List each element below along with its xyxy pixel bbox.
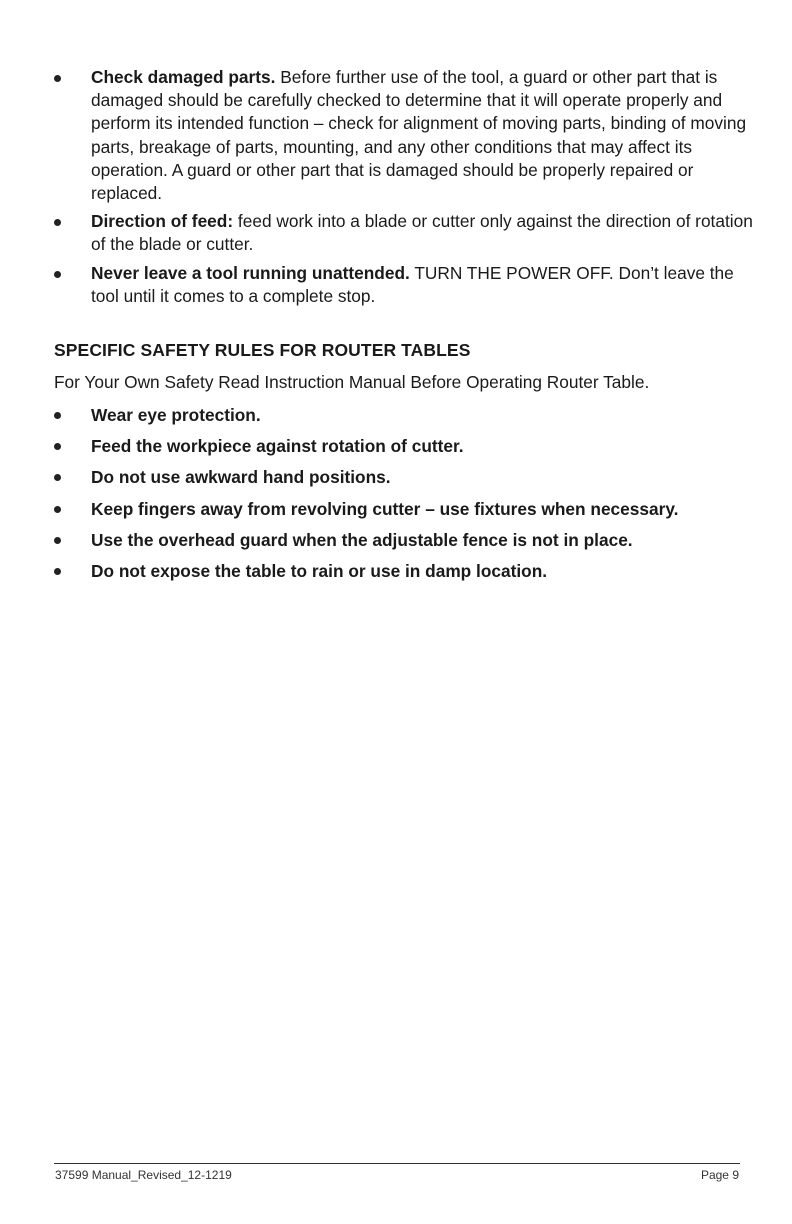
rule-direction-of-feed [54,210,754,256]
bullet-icon [54,75,61,82]
router-rule-text: Keep fingers away from revolving cutter – use fixtures when necessary. [91,498,679,519]
router-rule-text: Do not expose the table to rain or use in damp location. [91,560,548,581]
rule-title: Never leave a tool running unattended. [91,262,410,283]
rule-title: Check damaged parts. [91,67,276,87]
rule-check-damaged-parts [54,66,754,205]
router-rule-text: Wear eye protection. [91,405,261,425]
bullet-icon [54,219,61,226]
bullet-icon [54,474,61,481]
router-rule-item [54,435,754,457]
bullet-icon [54,506,61,513]
rule-text: feed work into a blade or cutter only against the direction of rotation of the blade or cutter. [91,211,753,255]
section-intro: For Your Own Safety Read Instruction Manual Before Operating Router Table. [54,372,650,392]
general-safety-rules-list [54,66,754,313]
section-heading: SPECIFIC SAFETY RULES FOR ROUTER TABLES [54,340,471,360]
rule-text: Before further use of the tool, a guard or other part that is damaged should be carefully checked to determine that it will operate properly and perform its intended function – check for alignment of moving parts, binding of moving parts, breakage of parts, mounting, and any other conditions that may affect its operation. A guard or other part that is damaged should be properly repaired or replaced. [91,67,747,204]
rule-title: Direction of feed: [91,211,234,232]
router-rule-item [54,529,754,551]
router-rule-item [54,466,754,488]
router-rule-item [54,560,754,582]
bullet-icon [54,443,61,450]
router-rule-text: Feed the workpiece against rotation of cutter. [91,436,464,457]
rule-text: TURN THE POWER OFF. Don’t leave the tool until it comes to a complete stop. [91,262,734,306]
bullet-icon [54,568,61,575]
router-rule-text: Use the overhead guard when the adjustable fence is not in place. [91,529,633,550]
footer-document-id: 37599 Manual_Revised_12-1219 [55,1168,232,1182]
footer-divider [54,1163,740,1164]
bullet-icon [54,537,61,544]
router-rule-item [54,404,754,426]
router-table-rules-list [54,404,754,591]
rule-never-leave-running [54,262,754,308]
bullet-icon [54,271,61,278]
router-rule-item [54,498,754,520]
footer-page-number: Page 9 [700,1168,739,1182]
router-rule-text: Do not use awkward hand positions. [91,467,391,488]
bullet-icon [54,412,61,419]
